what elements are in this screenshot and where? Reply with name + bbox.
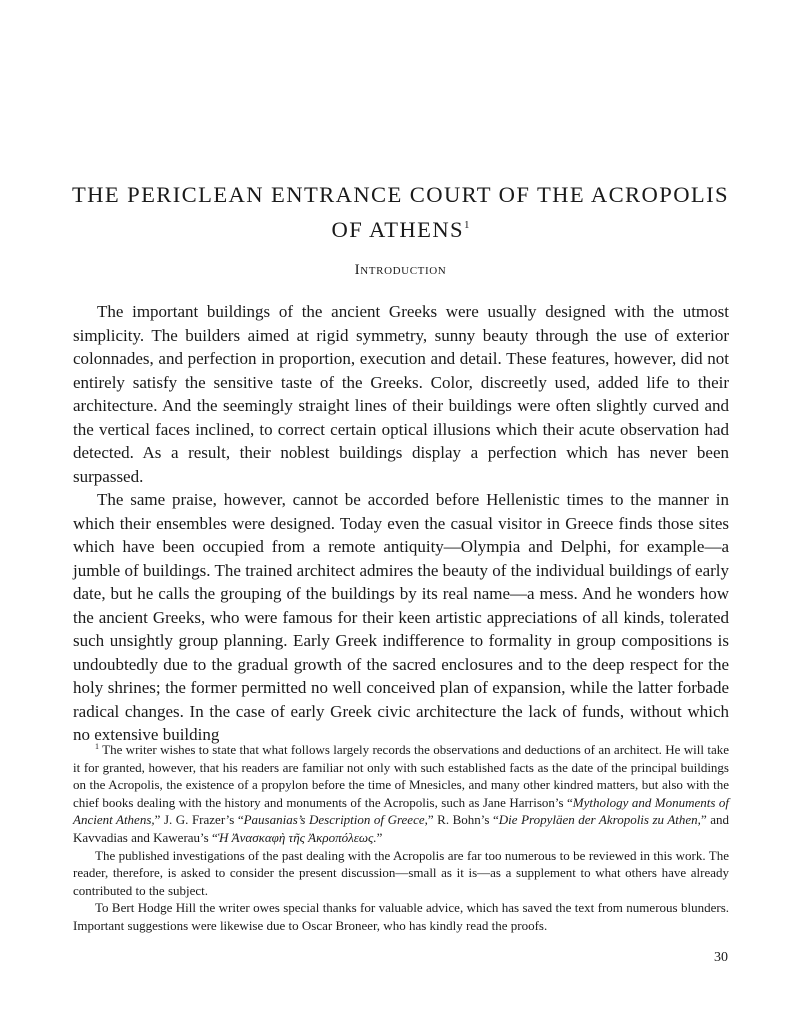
footnotes [73,738,729,935]
footnote-1-text-d: ” and Kavvadias and Kawerau’s “ [73,812,730,845]
footnote-1-title-kavvadias: Ἡ Ἀνασκαφὴ τῆς Ἀκροπόλεως. [217,829,377,845]
body-paragraph-2: The same praise, however, cannot be accorded before Hellenistic times to the manner in which their ensembles were designed. Today even the casual visitor in Greece finds those sites which have been occupied from a remote antiquity—Olympia and Delphi, for example—a jumble of buildings. The trained architect admires the beauty of the individual buildings of early date, but he calls the grouping of the buildings by its real name—a mess. And he wonders how the ancient Greeks, who were famous for their keen artistic appreciations of all kinds, tolerated such unsightly group planning. Early Greek indifference to formality in group compositions is undoubtedly due to the gradual growth of the sacred enclosures and to the deep respect for the holy shrines; the former permitted no well conceived plan of expansion, while the latter forbade radical changes. In the case of early Greek civic architecture the lack of funds, without which no extensive building [73,490,729,744]
footnote-1-title-harrison: Mythology and Monuments of Ancient Athens, [73,794,729,828]
title-line-2: OF ATHENS [331,217,464,242]
page-number: 30 [714,950,728,965]
footnote-mark: 1 [95,742,99,751]
footnote-2: The published investigations of the past dealing with the Acropolis are far too numerous to be reviewed in this work. The reader, therefore, is asked to consider the present discussion—small as it is—as a supplement to what others have already contributed to the subject. [73,847,729,898]
article-title [40,179,761,245]
footnote-1-title-frazer: Pausanias’s Description of Greece, [243,812,428,828]
footnote-3: To Bert Hodge Hill the writer owes special thanks for valuable advice, which has saved the text from numerous blunders. Important suggestions were likewise due to Oscar Broneer, who has kindly read the proofs. [73,900,729,933]
title-line-1: THE PERICLEAN ENTRANCE COURT OF THE ACROPOLIS [71,182,730,207]
body-paragraph-1: The important buildings of the ancient Greeks were usually designed with the utmost simplicity. The builders aimed at rigid symmetry, sunny beauty through the use of exterior colonnades, and perfection in proportion, execution and detail. These features, however, did not entirely satisfy the sensitive taste of the Greeks. Color, discreetly used, added life to their architecture. And the seemingly straight lines of their buildings were often slightly curved and the vertical faces inclined, to correct certain optical illusions which their acute observation had detected. As a result, their noblest buildings display a perfection which has never been surpassed. [73,302,729,486]
title-footnote-mark: 1 [464,219,470,231]
body-text [73,300,729,747]
section-heading: Introduction [354,262,447,278]
footnote-1-text-b: ” J. G. Frazer’s “ [154,812,244,828]
footnote-1 [73,738,729,847]
footnote-1-text-a: The writer wishes to state that what follows largely records the observations and deductions of an architect. He will take it for granted, however, that his readers are familiar not only with such established facts as the date of the principal buildings on the Acropolis, the existence of a propylon before the time of Mnesicles, and many other kindred matters, but also with the chief books dealing with the history and monuments of the Acropolis, such as Jane Harrison’s “ [73,742,730,810]
footnote-1-title-bohn: Die Propyläen der Akropolis zu Athen, [498,812,701,828]
footnote-1-text-c: ” R. Bohn’s “ [427,812,499,828]
footnote-1-text-e: ” [376,829,383,845]
